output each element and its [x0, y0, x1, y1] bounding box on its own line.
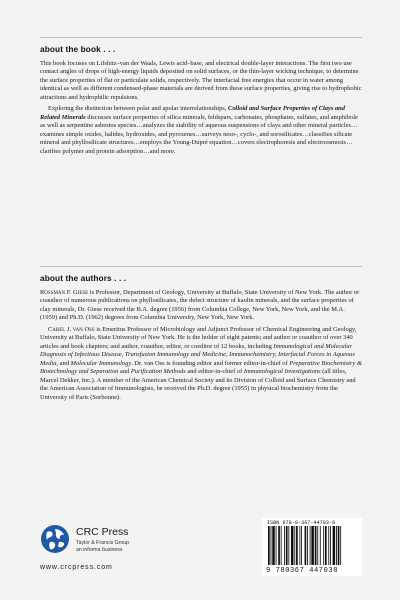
- author-giese-bio: [40, 289, 362, 323]
- vanoss-text-4: (all titles, Marcel Dekker, Inc.). A member of the American Chemical Society and its Division of Colloid and Surface Chemistry and the American Association of Immunologists, he received the Ph.D. degree (1955) in physical biochemistry from the University of Paris (Sorbonne).: [40, 368, 356, 401]
- about-book-paragraph-2: [40, 105, 362, 156]
- barcode-bars: [262, 526, 362, 567]
- barcode-bar: [278, 526, 280, 565]
- barcode-bar: [268, 526, 270, 565]
- crc-press-globe-logo-icon: [40, 524, 70, 554]
- vanoss-book-last: Molecular Immunology: [70, 359, 132, 367]
- barcode-bar: [288, 526, 289, 565]
- author-giese-name: Rossman F. Giese: [40, 289, 89, 296]
- cover-footer: [40, 518, 362, 578]
- barcode-bar: [323, 526, 324, 565]
- barcode-bar: [291, 526, 294, 565]
- book-title: Colloid and Surface Properties of Clays and Related Minerals: [40, 105, 345, 121]
- barcode-bar: [340, 526, 341, 565]
- vanoss-text-2: . Dr. van Oss is founding editor and former editor-in-chief of: [131, 359, 290, 367]
- publisher-group: [76, 540, 129, 553]
- about-authors-text: [40, 289, 362, 405]
- barcode-bar: [330, 526, 331, 565]
- vanoss-and: and: [58, 359, 71, 367]
- about-authors-heading: about the authors . . .: [40, 273, 127, 283]
- isbn-barcode: [262, 518, 362, 576]
- publisher-url: www.crcpress.com: [40, 564, 113, 571]
- vanoss-and-2: and: [118, 368, 131, 376]
- vanoss-books: Immunological and Molecular Diagnosis of Infectious Disease, Transfusion Immunology and Medicine, Immunochemistry, Interfacial Forces in Aqueous Media,: [40, 342, 355, 367]
- isbn-text: ISBN 978-0-367-44703-8: [267, 520, 336, 526]
- publisher-business-line: an informa business: [76, 546, 123, 553]
- vanoss-journal-2: Purification Methods: [130, 368, 186, 376]
- barcode-bar: [333, 526, 336, 565]
- barcode-bar: [272, 526, 275, 565]
- barcode-bar: [320, 526, 321, 565]
- barcode-bar: [328, 526, 329, 565]
- para2-intro: Exploring the distinction between polar and apolar interrelationships,: [48, 105, 229, 113]
- top-divider: [40, 37, 362, 38]
- barcode-bar: [271, 526, 272, 565]
- barcode-bar: [317, 526, 318, 565]
- vanoss-text-1: is Emeritus Professor of Microbiology and Adjunct Professor of Chemical Engineering and Geology, University at Buffalo, State University of New York. He is the holder of eight patents; and author or coauthor of over 340 articles and book chapters; and author, coauthor, editor, or coeditor of 12 books, including: [40, 326, 357, 350]
- vanoss-journal-1: Preparative Biochemistry & Biotechnology and Separation: [40, 359, 362, 376]
- barcode-bar: [338, 526, 340, 565]
- publisher-group-line: Taylor & Francis Group: [76, 540, 130, 546]
- barcode-bar: [307, 526, 308, 565]
- author-giese-text: is Professor, Department of Geology, University at Buffalo, State University of New York. The author or coauthor of numerous publications on phyllosilicates, the defect structure of kaolin minerals, and the surface properties of clay minerals, Dr. Giese received the B.A. degree (1956) from Columbia College, New York, New York, and the M.A. (1959) and Ph.D. (1962) degrees from Columbia University, New York, New York.: [40, 289, 360, 322]
- barcode-bar: [336, 526, 337, 565]
- barcode-bar: [284, 526, 285, 565]
- barcode-bar: [315, 526, 317, 565]
- author-vanoss-name: Carel J. van Oss: [48, 326, 95, 333]
- barcode-bar: [286, 526, 288, 565]
- barcode-bar: [299, 526, 300, 565]
- barcode-bar: [276, 526, 277, 565]
- vanoss-text-3: and editor-in-chief of: [185, 368, 244, 376]
- about-book-paragraph-1: This book focuses on Lifshitz–van der Waals, Lewis acid–base, and electrical double-layer interactions. The first two use contact angles of drops of high-energy liquids deposited on solid surfaces, or the thin-layer wicking technique, to determine the surface properties of flat or particulate solids, respectively. The interfacial free energies that occur in water among identical as well as different condensed-phase materials are derived from these surface properties, giving rise to hydrophobic attractions and hydrophilic repulsions.: [40, 60, 362, 101]
- barcode-bar: [294, 526, 295, 565]
- about-book-heading: about the book . . .: [40, 44, 116, 54]
- barcode-bar: [311, 526, 314, 565]
- author-vanoss-bio: [40, 326, 362, 402]
- about-book-text: [40, 60, 362, 159]
- barcode-bar: [296, 526, 298, 565]
- barcode-bar: [305, 526, 307, 565]
- para2-rest: discusses surface properties of silica minerals, feldspars, carbonates, phosphates, sulfates, and amphibole as well as serpentine asbestos species…analyzes the stability of aqueous suspensions of clays and other mineral particles…examines simple oxides, halides, hydroxides, and pyroxenes…surveys neso-, cyclo-, and sorosilicates…classifies silicate mineral and phyllosilicate structures…employs the Young-Dupré equation…covers electrophoresis and electroosmosis…clarifies polymer and protein adsorption…and more.: [40, 113, 358, 155]
- barcode-bar: [301, 526, 302, 565]
- vanoss-journal-3: Immunological Investigations: [243, 368, 321, 376]
- barcode-bar: [281, 526, 282, 565]
- publisher-name: CRC Press: [76, 526, 129, 538]
- middle-divider: [40, 266, 362, 267]
- ean-number: 9 780367 447038: [266, 567, 339, 575]
- barcode-bar: [325, 526, 327, 565]
- barcode-bar: [310, 526, 311, 565]
